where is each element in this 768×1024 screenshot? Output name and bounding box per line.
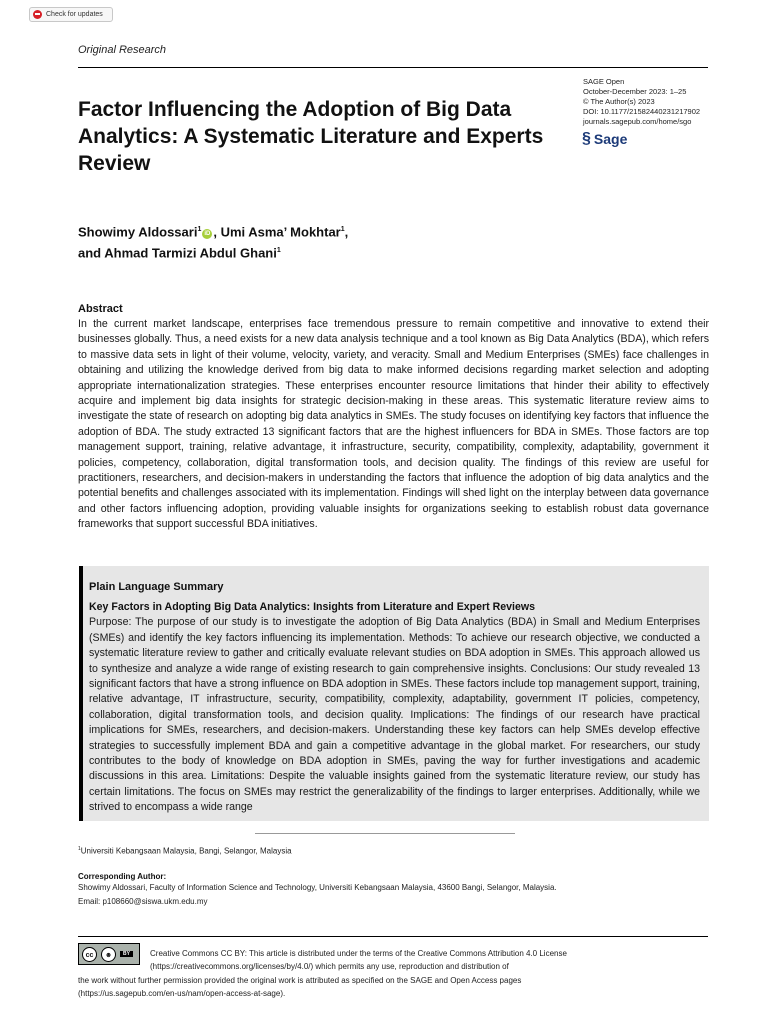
author-list: Showimy Aldossari$^1$iD , Umi Asma’ Mokhtar$^1$, and Ahmad Tarmizi Abdul Ghani$^1$ [78,224,349,261]
by-label: BY [120,951,133,957]
corresponding-author-heading: Corresponding Author: [78,872,167,881]
footnote-divider [255,833,515,834]
affiliation-note [78,846,292,856]
license-line-1: Creative Commons CC BY: This article is distributed under the terms of the Creative Commons Attribution 4.0 License [150,949,567,958]
author-1-affiliation: 1 [197,226,202,233]
corresponding-author-email[interactable]: Email: p108660@siswa.ukm.edu.my [78,897,208,906]
header-divider [78,67,708,68]
update-icon [33,10,42,19]
author-3-affiliation: 1 [276,247,281,255]
license-line-3: the work without further permission provided the original work is attributed as specified on the SAGE and Open Access pages [78,975,522,985]
sage-logo-text: Sage [593,131,628,147]
author-2-affiliation: 1 [340,226,345,233]
copyright: © The Author(s) 2023 [583,97,655,106]
journal-issue: October-December 2023: 1–25 [583,87,687,96]
check-for-updates-label: Check for updates [46,11,103,18]
abstract-heading: Abstract [78,303,123,315]
abstract-body: In the current market landscape, enterprises face tremendous pressure to remain competitive and innovative to extend their businesses globally. Thus, a need exists for a new data analysis technique and a tool known as Big Data Analytics (BDA), which refers to massive data sets in light of their volume, velocity, variety, and veracity. Small and Medium Enterprises (SMEs) face challenges in obtaining and utilizing the knowledge derived from big data to make informed decisions regarding market selection and adopting appropriate internationalization strategies. These enterprises encounter resource limitations that hinder their ability to effectively acquire and implement big data insights for strategic decision-making in these areas. This systematic literature review aims to investigate the state of research on adopting big data analytics in SMEs. The study focuses on identifying key factors that influence the adoption of BDA. The study extracted 13 significant factors that are the highest influencers for BDA in SMEs. Those factors are top management support, training, relative advantage, it infrastructure, security, compatibility, complexity, adaptability, government it policies, competency, collaboration, digital transformation tools, and decision quality. The findings of this review are useful for practitioners, researchers, and decision-makers in understanding the factors that influence the adoption of big data analytics and the potential benefits and challenges associated with its implementation. Findings will shed light on the interplay between data governance and other factors influencing adoption, providing valuable insights for organizations seeking to establish robust data governance frameworks that support successful BDA initiatives. [78,318,709,531]
creative-commons-icon: cc [82,947,97,962]
article-title: Factor Influencing the Adoption of Big Data Analytics: A Systematic Literature and Experts Review [78,98,544,175]
check-for-updates-button[interactable] [29,7,113,22]
author-1[interactable]: Showimy Aldossari [78,224,198,240]
plain-language-summary-body: Purpose: The purpose of our study is to investigate the adoption of Big Data Analytics (BDA) in Small and Medium Enterprises (SMEs) and identify the key factors influencing its implementation. Methods: To achieve our research objective, we conducted a systematic literature review to gather and critically evaluate relevant studies on BDA adoption in SMEs. This approach allowed us to synthesize and analyze a wide range of existing research to gain comprehensive insights. Conclusions: Our study revealed 13 significant factors that have a strong influence on BDA adoption in SMEs. These factors include top management support, training, relative advantage, IT infrastructure, security, compatibility, complexity, adaptability, government IT policies, competency, collaboration, digital transformation tools, and decision quality. Implications: The findings of our research have practical implications for SMEs, researchers, and decision-makers. Understanding these key factors can help SMEs develop effective strategies to successfully implement BDA and gain a competitive advantage in the global market. For researchers, our study contributes to the body of knowledge on BDA adoption in SMEs, paving the way for further investigations and academic discussions in this area. Limitations: Despite the valuable insights gained from the systematic literature review, our study has certain limitations. The focus on SMEs may restrict the generalizability of the findings to larger enterprises. Additionally, while we strived to encompass a wide range [89,616,700,814]
license-line-2[interactable]: (https://creativecommons.org/licenses/by/4.0/) which permits any use, reproduction and distribution of [150,962,509,972]
sage-s-icon: § [582,130,591,147]
journal-name: SAGE Open [583,77,625,86]
journal-meta [583,77,713,127]
license-line-4[interactable]: (https://us.sagepub.com/en-us/nam/open-access-at-sage). [78,988,286,998]
sage-logo[interactable] [582,131,627,147]
license-text [78,947,718,1000]
author-3[interactable]: and Ahmad Tarmizi Abdul Ghani [78,245,277,261]
orcid-icon[interactable]: iD [204,231,211,238]
plain-language-summary-box [79,566,709,821]
license-divider [78,936,708,937]
plain-language-summary-heading: Plain Language Summary [89,581,224,593]
affiliation-text: Universiti Kebangsaan Malaysia, Bangi, Selangor, Malaysia [80,846,292,856]
journal-url-link[interactable]: journals.sagepub.com/home/sgo [583,117,692,126]
corresponding-author-address: Showimy Aldossari, Faculty of Information Science and Technology, Universiti Kebangsaan Malaysia, 43600 Bangi, Selangor, Malaysia. [78,883,557,892]
plain-language-summary-subtitle: Key Factors in Adopting Big Data Analytics: Insights from Literature and Expert Reviews [89,601,536,613]
affiliation-sup: 1 [78,846,81,852]
summary-accent-bar [79,566,83,821]
author-2[interactable]: , Umi Asma’ Mokhtar [213,224,341,240]
doi-link[interactable]: DOI: 10.1177/21582440231217902 [583,107,701,116]
attribution-person-icon: ☻ [101,947,116,962]
section-label: Original Research [78,44,167,56]
